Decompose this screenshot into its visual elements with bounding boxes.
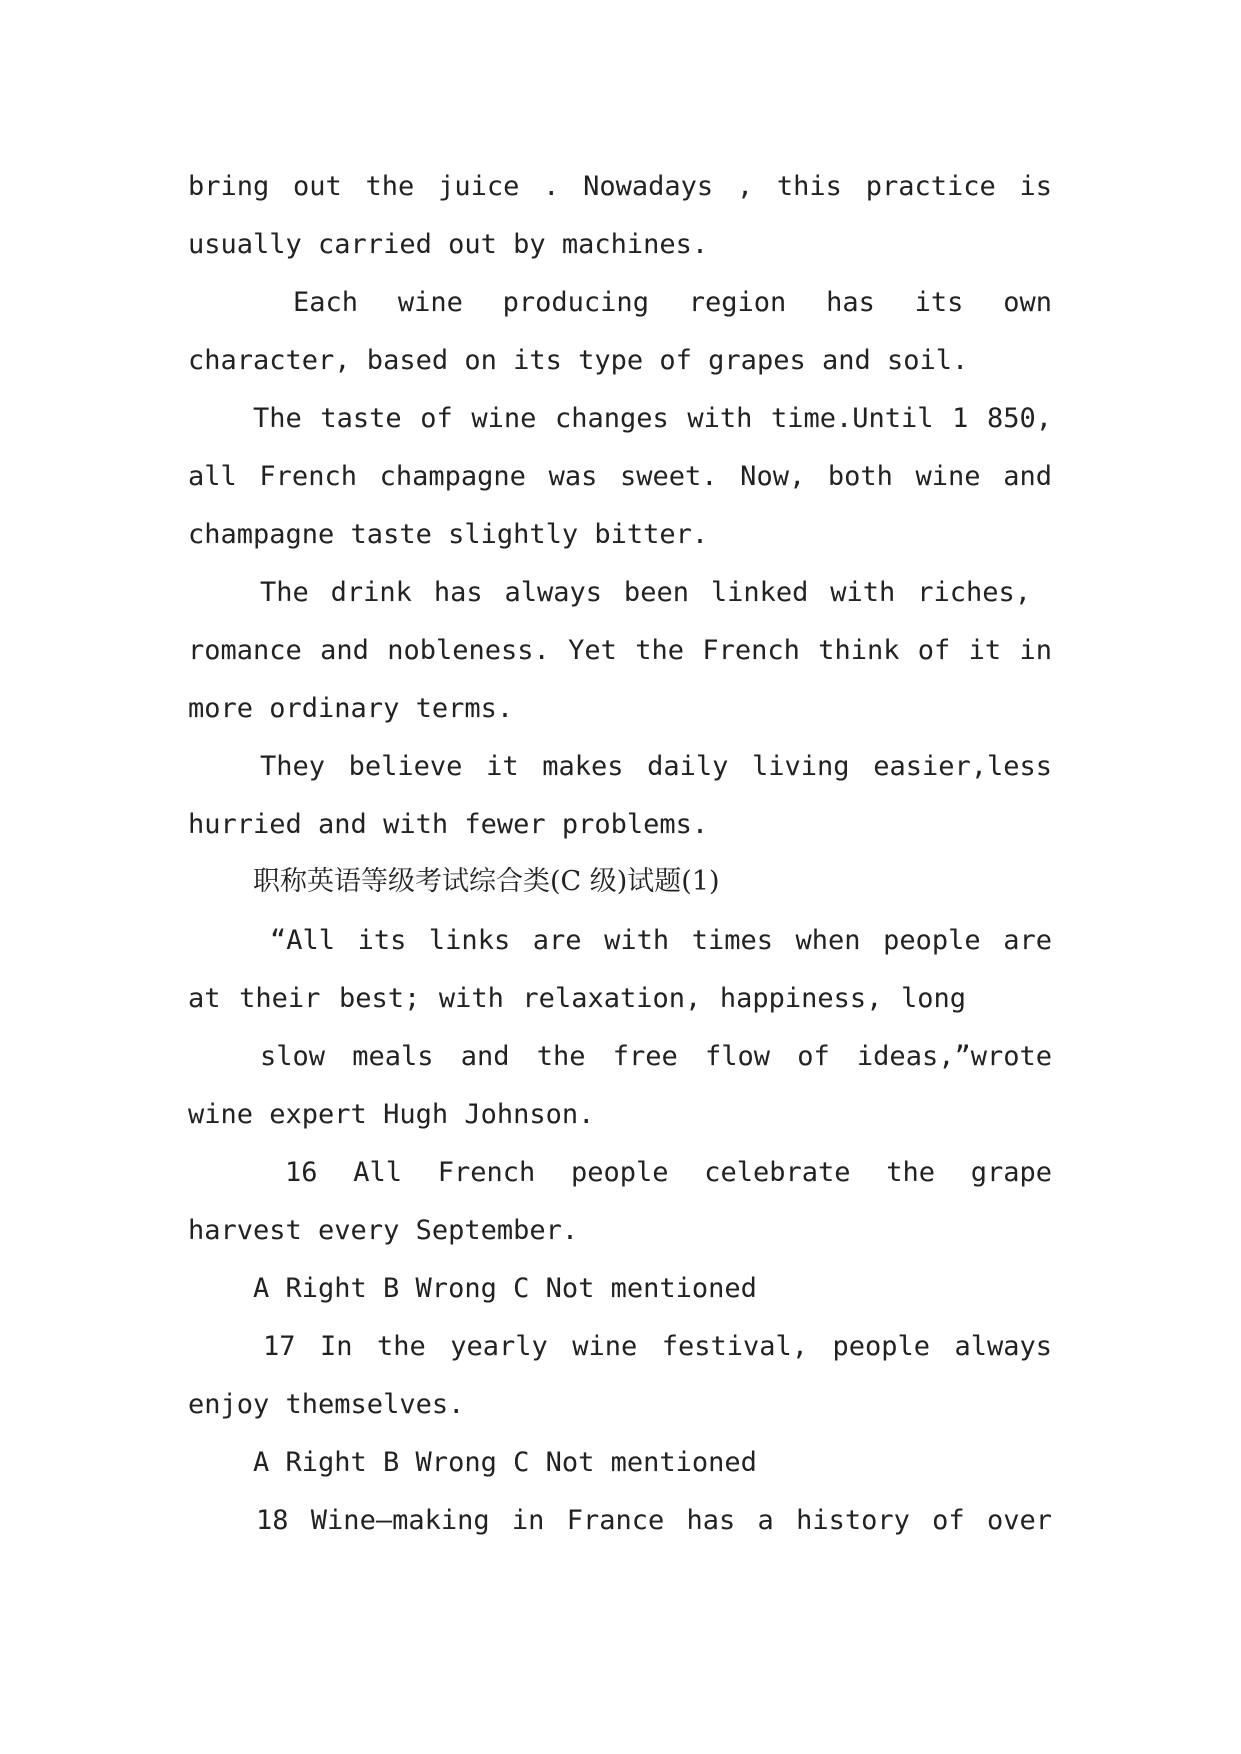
text-line: wine expert Hugh Johnson. bbox=[188, 1099, 595, 1130]
text-line: champagne taste slightly bitter. bbox=[188, 519, 709, 550]
text-line: more ordinary terms. bbox=[188, 693, 514, 724]
question-17: 17 In the yearly wine festival, people always bbox=[263, 1331, 1052, 1362]
text-line: all French champagne was sweet. Now, both wine and bbox=[188, 461, 1052, 492]
question-16: 16 All French people celebrate the grape bbox=[285, 1157, 1052, 1188]
text-line: “All its links are with times when people are bbox=[270, 925, 1052, 956]
text-line: They believe it makes daily living easier,less bbox=[260, 751, 1052, 782]
text-line: harvest every September. bbox=[188, 1215, 579, 1246]
exam-title: 职称英语等级考试综合类(C 级)试题(1) bbox=[253, 866, 720, 897]
answer-options: A Right B Wrong C Not mentioned bbox=[253, 1273, 757, 1304]
answer-options: A Right B Wrong C Not mentioned bbox=[253, 1447, 757, 1478]
text-line: bring out the juice . Nowadays , this practice is bbox=[188, 171, 1052, 202]
text-line: at their best; with relaxation, happiness, long bbox=[188, 983, 966, 1014]
text-line: character, based on its type of grapes and soil. bbox=[188, 345, 969, 376]
text-line: usually carried out by machines. bbox=[188, 229, 709, 260]
text-line: romance and nobleness. Yet the French think of it in bbox=[188, 635, 1052, 666]
text-line: The drink has always been linked with riches, bbox=[260, 577, 1031, 608]
text-line: slow meals and the free flow of ideas,”wrote bbox=[260, 1041, 1052, 1072]
text-line: The taste of wine changes with time.Until 1 850, bbox=[253, 403, 1052, 434]
text-line: Each wine producing region has its own bbox=[293, 287, 1052, 318]
question-18: 18 Wine—making in France has a history of over bbox=[256, 1505, 1052, 1536]
text-line: hurried and with fewer problems. bbox=[188, 809, 709, 840]
text-line: enjoy themselves. bbox=[188, 1389, 465, 1420]
